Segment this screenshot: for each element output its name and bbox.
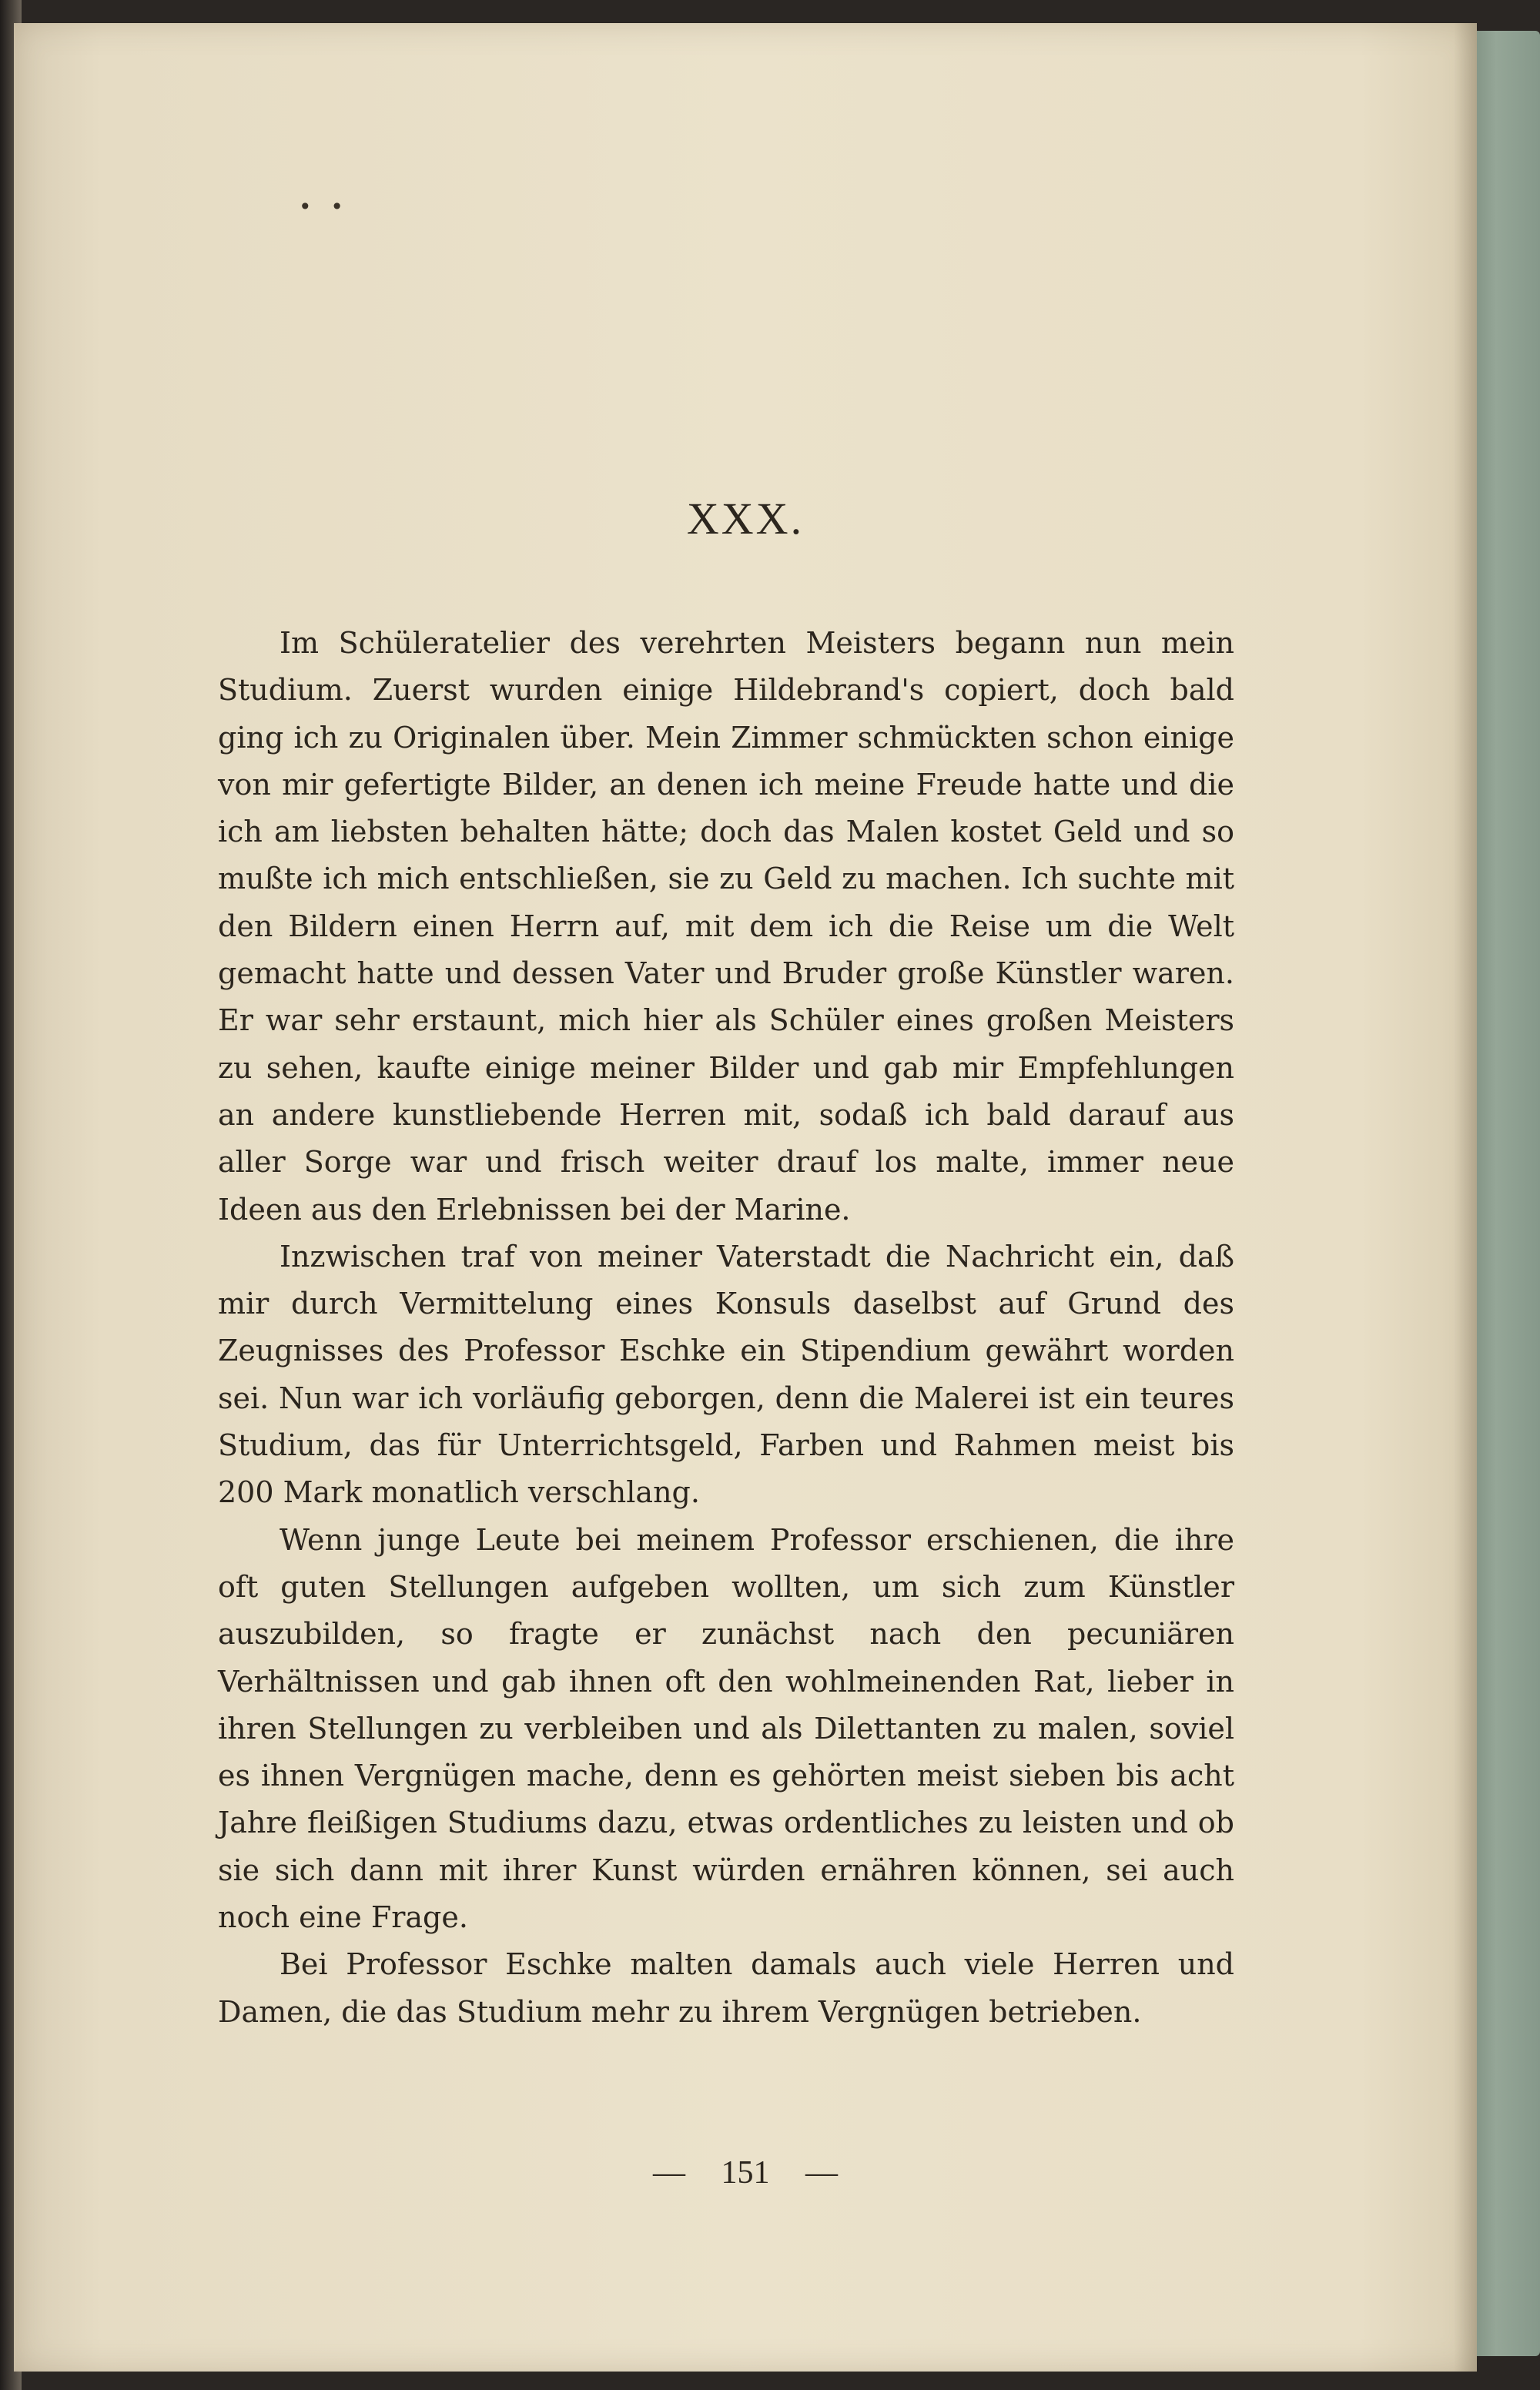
paragraph-4: Bei Professor Eschke malten damals auch viele Herren und Damen, die das Studium mehr zu ihrem Vergnügen betrieben. <box>218 1947 1234 2029</box>
footer-dash-right: — <box>805 2155 838 2191</box>
book-page <box>14 23 1477 2372</box>
page-footer <box>14 2154 1477 2191</box>
page-mark: • • <box>299 194 350 219</box>
paragraph-2: Inzwischen traf von meiner Vaterstadt die Nachricht ein, daß mir durch Vermittelung eines Konsuls daselbst auf Grund des Zeugnisses des Professor Eschke ein Stipendium gewährt worden sei. Nun war ich vorläufig geborgen, denn die Malerei ist ein teures Studium, das für Unterrichtsgeld, Farben und Rahmen meist bis 200 Mark monatlich verschlang. <box>218 1239 1234 1510</box>
book-cover-edge <box>1467 31 1540 2356</box>
page-shadow <box>1454 23 1477 2372</box>
paragraph-1: Im Schüleratelier des verehrten Meisters begann nun mein Studium. Zuerst wurden einige Hildebrand's copiert, doch bald ging ich zu Originalen über. Mein Zimmer schmückten schon einige von mir gefertigte Bilder, an denen ich meine Freude hatte und die ich am liebsten behalten hätte; doch das Malen kostet Geld und so mußte ich mich entschließen, sie zu Geld zu machen. Ich suchte mit den Bildern einen Herrn auf, mit dem ich die Reise um die Welt gemacht hatte und dessen Vater und Bruder große Künstler waren. Er war sehr erstaunt, mich hier als Schüler eines großen Meisters zu sehen, kaufte einige meiner Bilder und gab mir Empfehlungen an andere kunstliebende Herren mit, sodaß ich bald darauf aus aller Sorge war und frisch weiter drauf los malte, immer neue Ideen aus den Erlebnissen bei der Marine. <box>218 626 1234 1227</box>
chapter-body <box>218 620 1234 2036</box>
chapter-heading: XXX. <box>686 494 805 544</box>
paragraph-3: Wenn junge Leute bei meinem Professor erschienen, die ihre oft guten Stellungen aufgeben wollten, um sich zum Künstler auszubilden, so fragte er zunächst nach den pecuniären Verhältnissen und gab ihnen oft den wohlmeinenden Rat, lieber in ihren Stellungen zu verbleiben und als Dilettanten zu malen, soviel es ihnen Vergnügen mache, denn es gehörten meist sieben bis acht Jahre fleißigen Studiums dazu, etwas ordentliches zu leisten und ob sie sich dann mit ihrer Kunst würden ernähren können, sei auch noch eine Frage. <box>218 1522 1234 1935</box>
footer-dash-left: — <box>653 2155 685 2191</box>
page-number: 151 <box>721 2155 770 2191</box>
